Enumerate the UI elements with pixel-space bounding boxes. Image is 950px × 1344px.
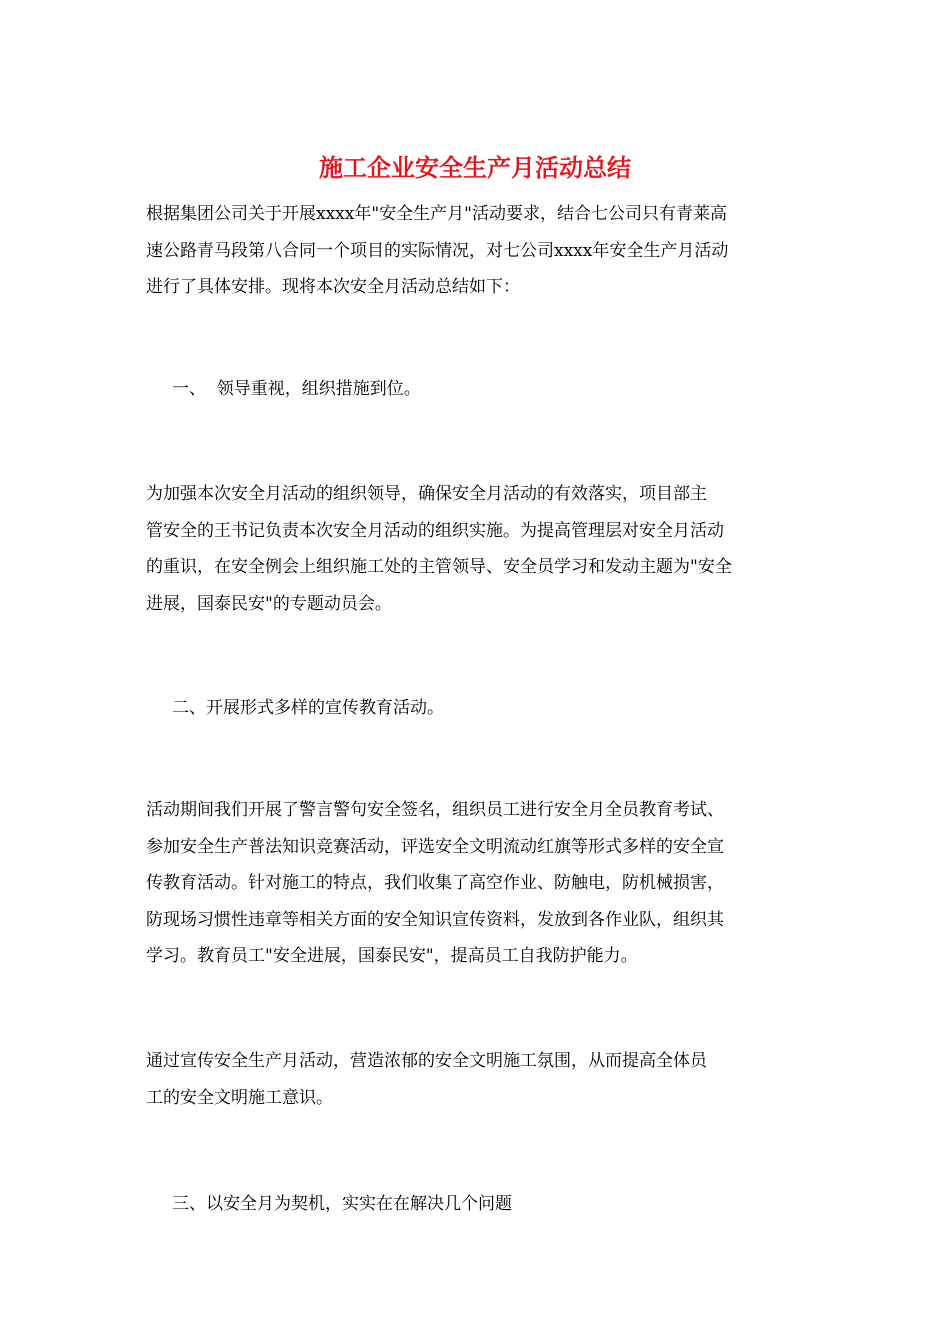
section2-paragraph2 (146, 1043, 836, 1116)
section2-line: 防现场习惯性违章等相关方面的安全知识宣传资料，发放到各作业队，组织其 (146, 909, 724, 930)
section2-line: 参加安全生产普法知识竞赛活动，评选安全文明流动红旗等形式多样的安全宣 (146, 836, 724, 857)
section2-line: 学习。教育员工"安全进展，国泰民安"，提高员工自我防护能力。 (146, 946, 638, 967)
section1-heading: 一、 领导重视，组织措施到位。 (172, 379, 421, 399)
intro-line: 根据集团公司关于开展xxxx年"安全生产月"活动要求，结合七公司只有青莱高 (146, 204, 727, 224)
section1-line: 为加强本次安全月活动的组织领导，确保安全月活动的有效落实，项目部主 (146, 484, 707, 504)
section2-heading: 二、开展形式多样的宣传教育活动。 (172, 698, 444, 718)
section2-line: 通过宣传安全生产月活动，营造浓郁的安全文明施工氛围，从而提高全体员 (146, 1051, 707, 1071)
section3-heading: 三、以安全月为契机，实实在在解决几个问题 (172, 1194, 512, 1214)
section2-paragraph1 (146, 792, 836, 975)
intro-line: 速公路青马段第八合同一个项目的实际情况，对七公司xxxx年安全生产月活动 (146, 240, 729, 261)
section2-line: 活动期间我们开展了警言警句安全签名，组织员工进行安全月全员教育考试、 (146, 800, 724, 820)
intro-paragraph (146, 196, 836, 306)
document-title: 施工企业安全生产月活动总结 (319, 153, 631, 182)
section2-line: 工的安全文明施工意识。 (146, 1087, 333, 1108)
intro-line: 进行了具体安排。现将本次安全月活动总结如下： (146, 277, 520, 298)
section2-line: 传教育活动。针对施工的特点，我们收集了高空作业、防触电，防机械损害， (146, 873, 724, 894)
section1-line: 管安全的王书记负责本次安全月活动的组织实施。为提高管理层对安全月活动 (146, 520, 724, 541)
section1-paragraph (146, 476, 836, 622)
section1-line: 进展，国泰民安"的专题动员会。 (146, 593, 392, 614)
section1-line: 的重识，在安全例会上组织施工处的主管领导、安全员学习和发动主题为"安全 (146, 557, 732, 578)
